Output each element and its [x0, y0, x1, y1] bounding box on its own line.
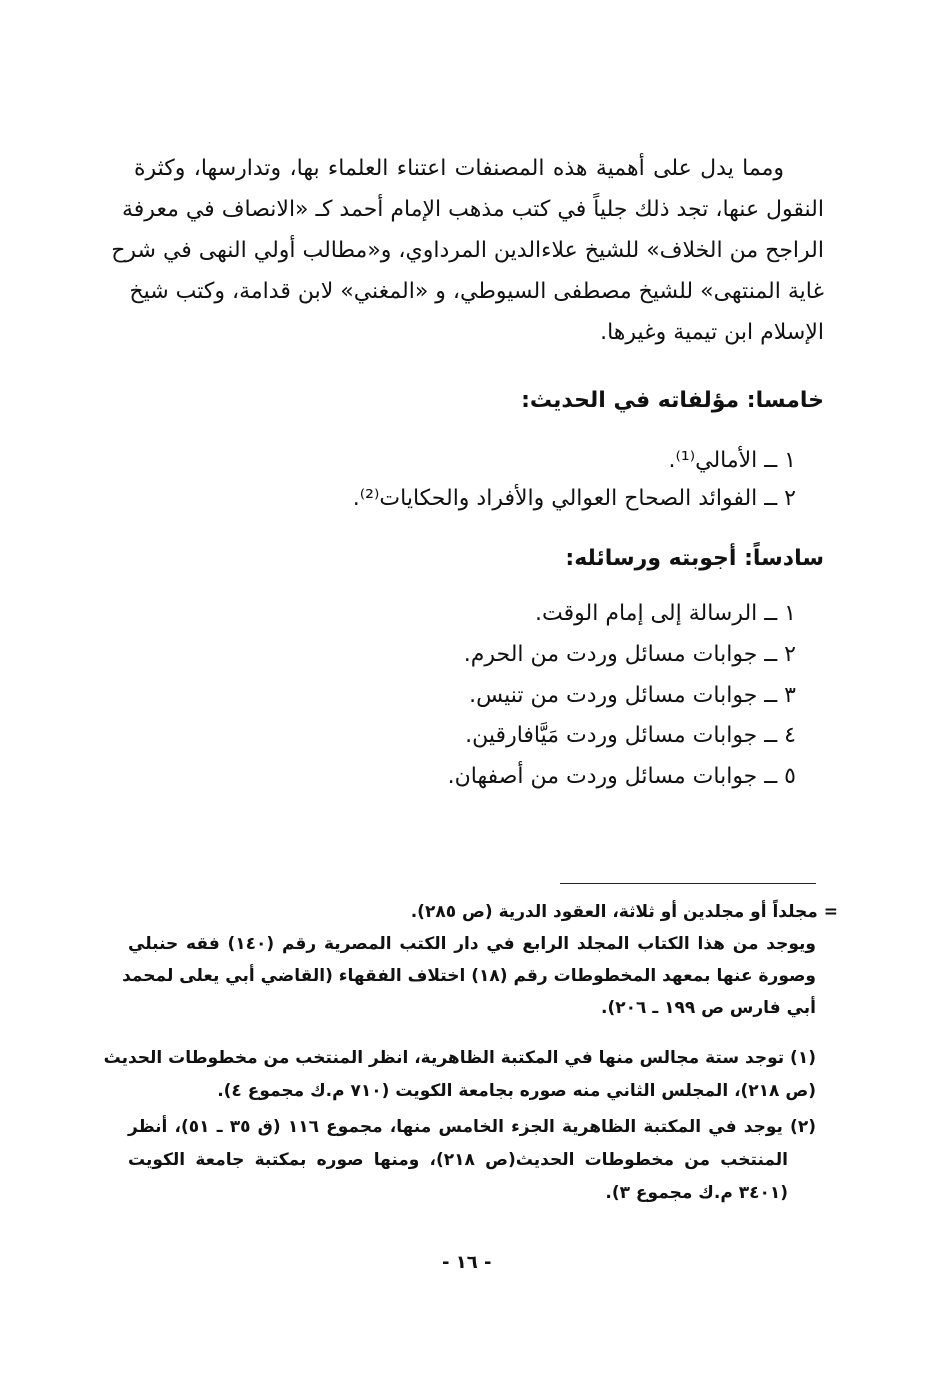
footnote-line: ويوجد من هذا الكتاب المجلد الرابع في دار الكتب المصرية رقم (١٤٠) فقه حنبلي [128, 934, 816, 954]
footnote-1-line: (١) توجد ستة مجالس منها في المكتبة الظاهرية، انظر المنتخب من مخطوطات الحديث [103, 1048, 816, 1068]
section-heading-answers-letters: سادساً: أجوبته ورسائله: [565, 546, 824, 571]
footnote-2-line: (٢) يوجد في المكتبة الظاهرية الجزء الخامس منها، مجموع ١١٦ (ق ٣٥ ـ ٥١)، أنظر [128, 1117, 816, 1137]
paragraph-line: الراجح من الخلاف» للشيخ علاءالدين المرداوي، و«مطالب أولي النهى في شرح [111, 238, 824, 263]
list-item: ١ ــ الرسالة إلى إمام الوقت. [535, 601, 796, 626]
list-item: ٤ ــ جوابات مسائل وردت مَيَّافارقين. [465, 723, 796, 748]
footnote-separator [560, 883, 816, 884]
paragraph-line: ومما يدل على أهمية هذه المصنفات اعتناء العلماء بها، وتدارسها، وكثرة [134, 156, 784, 181]
footnote-2-line: (٣٤٠١ م.ك مجموع ٣). [605, 1183, 788, 1203]
list-item: ٢ ــ جوابات مسائل وردت من الحرم. [463, 642, 796, 667]
footnote-line: أبي فارس ص ١٩٩ ـ ٢٠٦). [601, 998, 816, 1018]
list-item: ٢ ــ الفوائد الصحاح العوالي والأفراد والحكايات⁽²⁾. [352, 486, 796, 511]
list-item: ٥ ــ جوابات مسائل وردت من أصفهان. [447, 764, 796, 789]
footnote-line: = مجلداً أو مجلدين أو ثلاثة، العقود الدرية (ص ٢٨٥). [410, 902, 838, 922]
footnote-1-line: (ص ٢١٨)، المجلس الثاني منه صوره بجامعة الكويت (٧١٠ م.ك مجموع ٤). [217, 1081, 816, 1101]
intro-paragraph [111, 148, 824, 353]
section-heading-hadith-works: خامسا: مؤلفاته في الحديث: [521, 388, 824, 413]
page-number: - ١٦ - [442, 1252, 492, 1273]
paragraph-line: النقول عنها، تجد ذلك جلياً في كتب مذهب الإمام أحمد كـ «الانصاف في معرفة [122, 197, 824, 222]
paragraph-line: غاية المنتهى» للشيخ مصطفى السيوطي، و «المغني» لابن قدامة، وكتب شيخ [129, 279, 824, 304]
paragraph-line: الإسلام ابن تيمية وغيرها. [600, 320, 824, 345]
list-item: ٣ ــ جوابات مسائل وردت من تنيس. [469, 683, 796, 708]
footnote-line: وصورة عنها بمعهد المخطوطات رقم (١٨) اختلاف الفقهاء (القاضي أبي يعلى لمحمد [122, 966, 816, 986]
list-item: ١ ــ الأمالي⁽¹⁾. [668, 448, 796, 473]
footnote-2-line: المنتخب من مخطوطات الحديث(ص ٢١٨)، ومنها صوره بمكتبة جامعة الكويت [128, 1150, 789, 1170]
